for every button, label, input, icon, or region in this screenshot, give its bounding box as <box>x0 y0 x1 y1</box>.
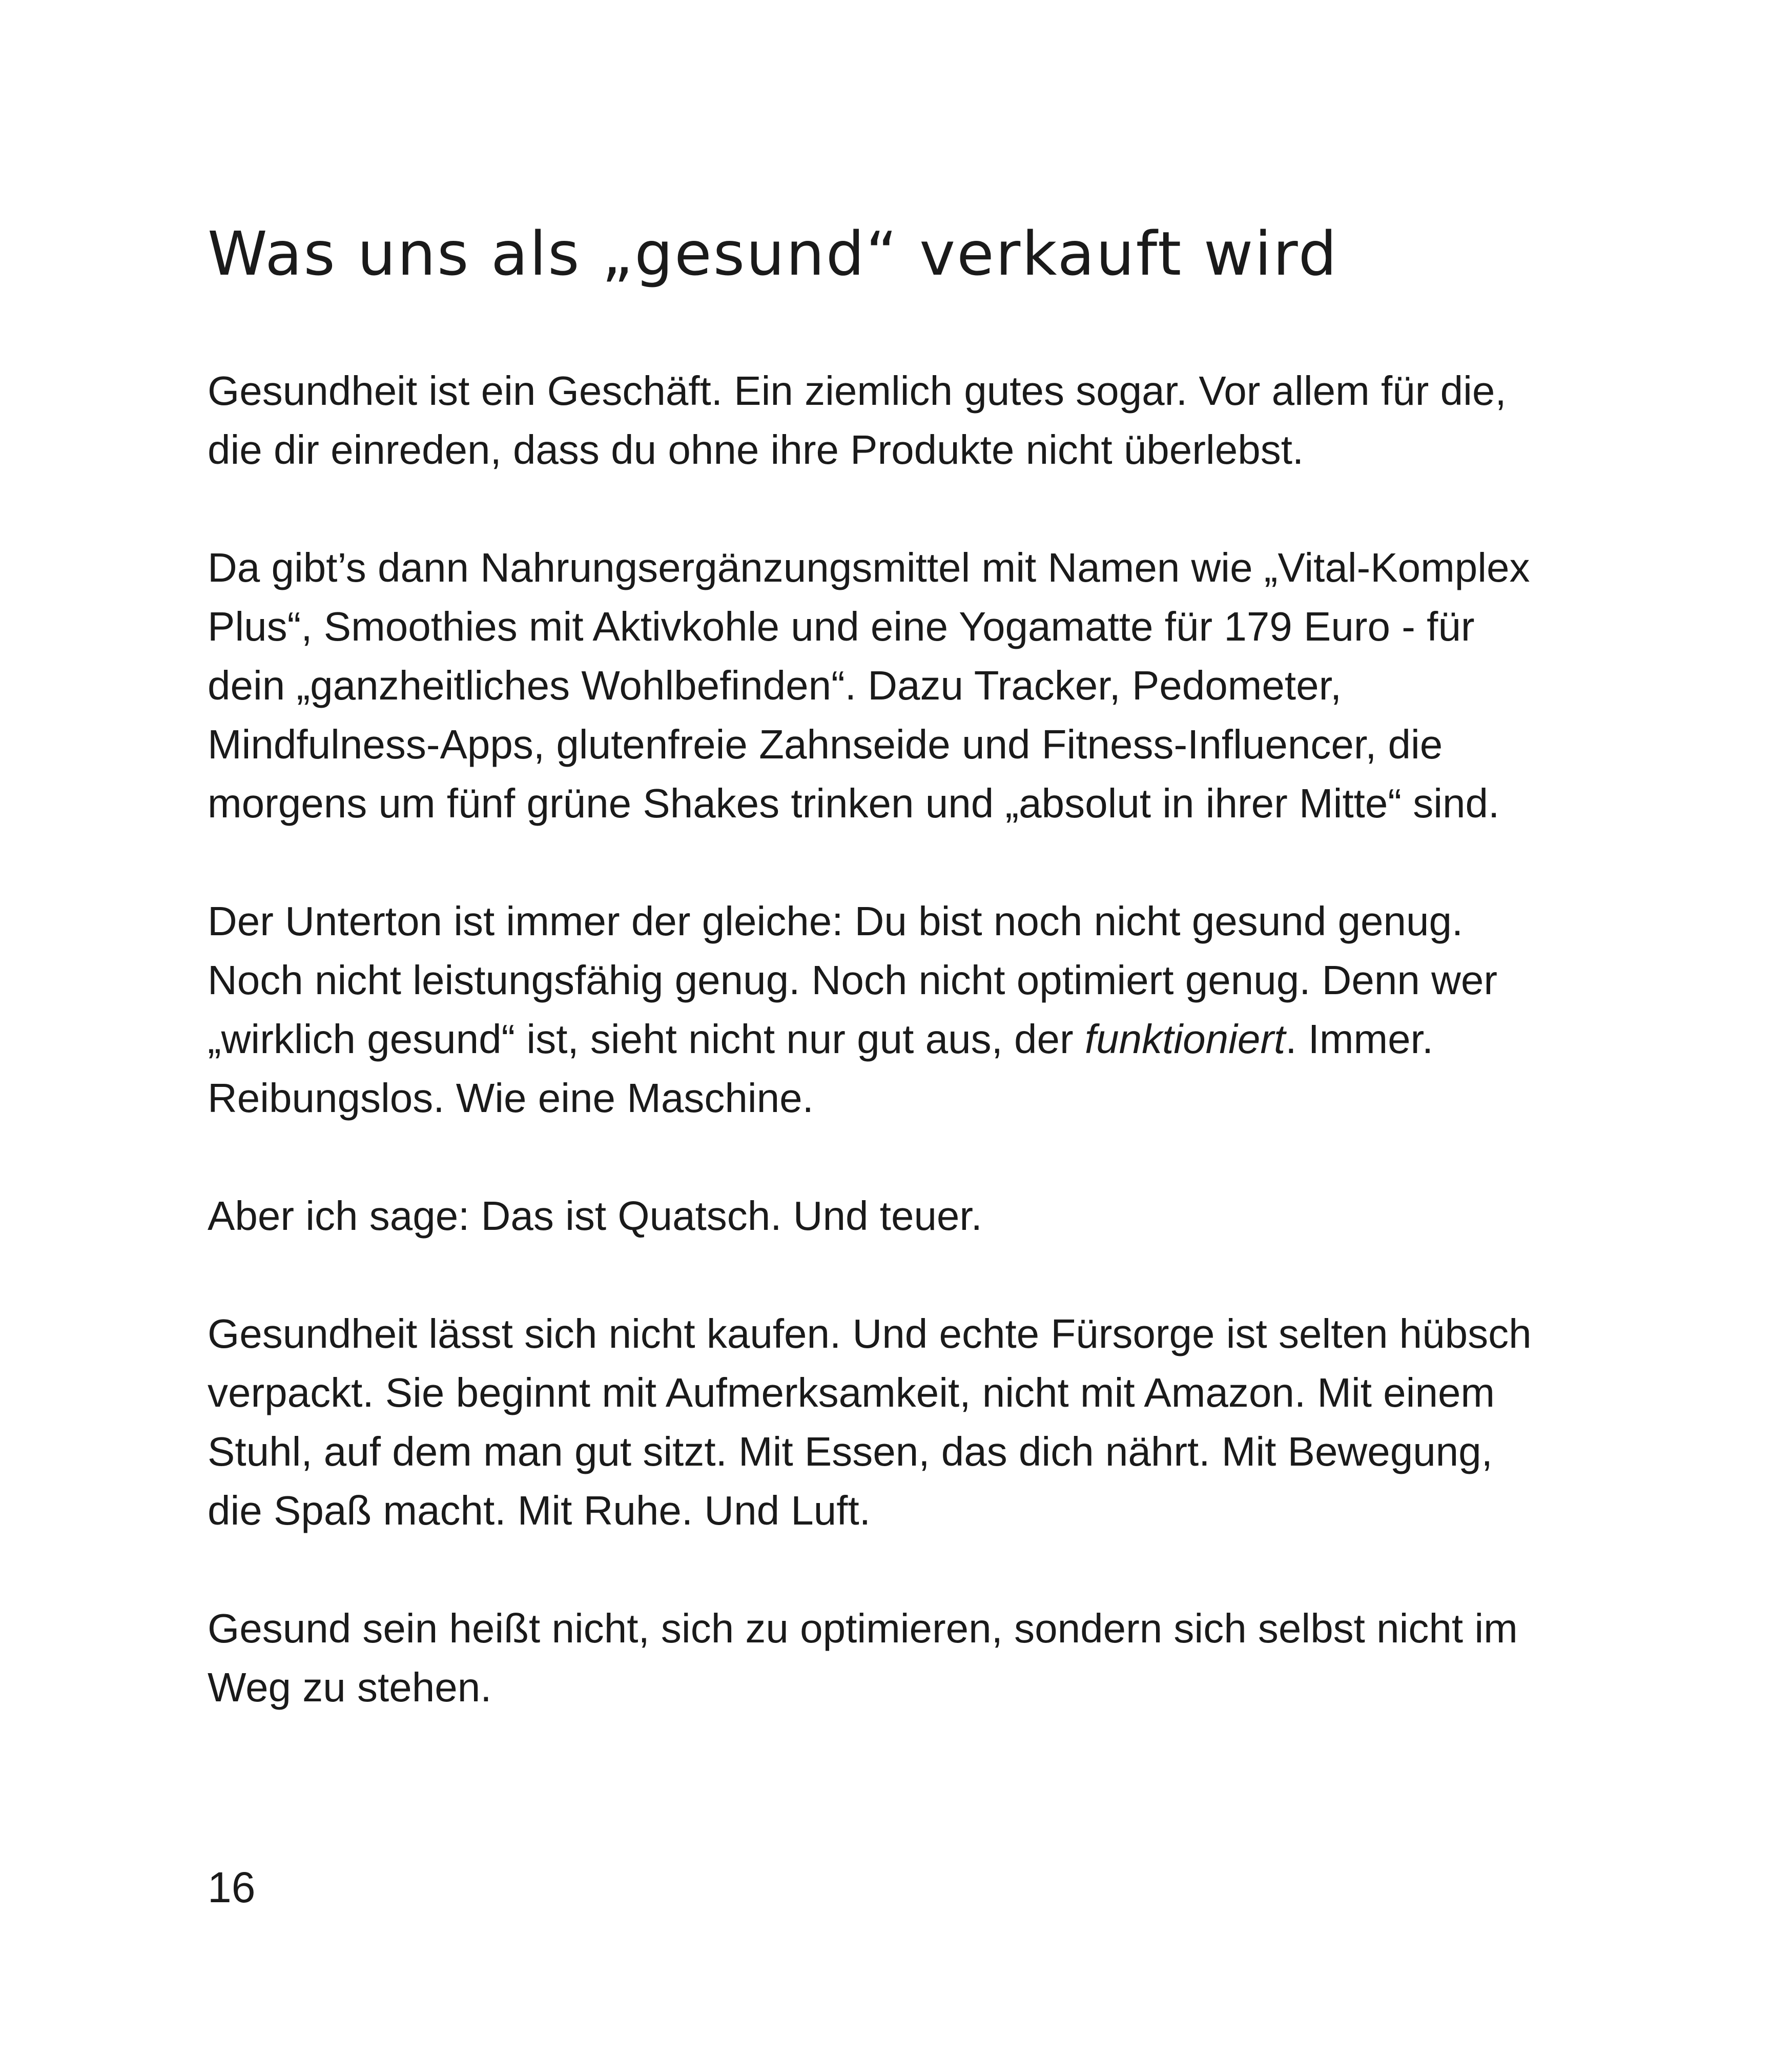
emphasis-funktioniert: funktioniert <box>1084 1016 1286 1062</box>
paragraph-undertone-text: Der Unterton ist immer der gleiche: Du bist noch nicht gesund genug. Noch nicht leistungsfähig genug. Noch nicht optimiert genug. Denn wer „wirklich gesund“ ist, sieht nicht nur gut aus, der <box>208 898 1498 1062</box>
paragraph-undertone-ending: . Immer. Reibungslos. Wie eine Maschine. <box>208 1016 1434 1121</box>
paragraph-conclusion: Gesund sein heißt nicht, sich zu optimieren, sondern sich selbst nicht im Weg zu stehen. <box>208 1606 1518 1710</box>
paragraph-real-care: Gesundheit lässt sich nicht kaufen. Und echte Fürsorge ist selten hübsch verpackt. Sie beginnt mit Aufmerksamkeit, nicht mit Amazon. Mit einem Stuhl, auf dem man gut sitzt. Mit Essen, das dich nährt. Mit Bewegung, die Spaß macht. Mit Ruhe. Und Luft. <box>208 1311 1532 1533</box>
body-text <box>208 361 1545 1717</box>
page-number: 16 <box>208 1863 256 1911</box>
chapter-heading: Was uns als „gesund“ verkauft wird <box>208 218 1338 289</box>
paragraph-products-list: Da gibt’s dann Nahrungsergänzungsmittel mit Namen wie „Vital-Komplex Plus“, Smoothies mit Aktivkohle und eine Yogamatte für 179 Euro - für dein „ganzheitliches Wohlbefinden“. Dazu Tracker, Pedometer, Mindfulness-Apps, glutenfreie Zahnseide und Fitness-Influencer, die morgens um fünf grüne Shakes trinken und „absolut in ihrer Mitte“ sind. <box>208 545 1530 826</box>
paragraph-nonsense: Aber ich sage: Das ist Quatsch. Und teuer. <box>208 1193 982 1239</box>
paragraph-business-of-health: Gesundheit ist ein Geschäft. Ein ziemlich gutes sogar. Vor allem für die, die dir einreden, dass du ohne ihre Produkte nicht überlebst. <box>208 368 1507 472</box>
paragraph-undertone <box>208 892 1545 1127</box>
